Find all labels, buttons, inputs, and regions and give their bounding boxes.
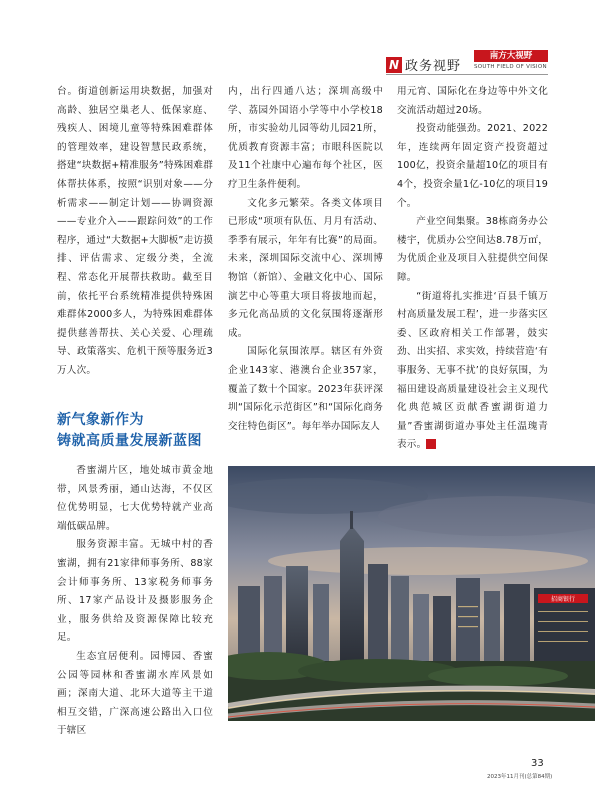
header-divider	[386, 74, 548, 75]
end-mark-icon: N	[426, 439, 436, 449]
magazine-subtitle: SOUTH FIELD OF VISION	[474, 64, 547, 70]
paragraph: 服务资源丰富。无城中村的香蜜湖，拥有21家律师事务所、88家会计师事务所、13家税务师事务所、17家产品设计及摄影服务企业，服务供给及资源保障比较充足。	[57, 539, 213, 644]
magazine-badge: 南方大视野	[474, 50, 548, 62]
building-sign: 招商银行	[550, 596, 576, 603]
page-number: 33	[531, 758, 544, 769]
city-skyline-photo	[228, 466, 595, 721]
paragraph: 产业空间集聚。38栋商务办公楼宇，优质办公空间达8.78万㎡，为优质企业及项目入驻提供空间保障。	[397, 216, 548, 283]
paragraph	[397, 288, 548, 455]
paragraph: 内，出行四通八达；深圳高级中学、荔园外国语小学等中小学校18所，市实验幼儿园等幼儿园21所，优质教育资源丰富；市眼科医院以及11个社康中心遍布每个社区，医疗卫生条件便利。	[228, 86, 383, 190]
column-2	[228, 83, 383, 436]
paragraph: 用元宵、国际化在身边等中外文化交流活动超过20场。	[397, 86, 548, 116]
section-heading	[57, 410, 202, 452]
column-3	[397, 83, 548, 455]
paragraph: 香蜜湖片区，地处城市黄金地带，风景秀丽，通山达海，不仅区位优势明显，七大优势特就产业高端低碳品牌。	[57, 465, 213, 532]
magazine-logo-icon: N	[386, 57, 402, 73]
column-1-bottom	[57, 462, 213, 741]
paragraph: 台。街道创新运用块数据，加强对高龄、独居空巢老人、低保家庭、残疾人、困境儿童等特殊困难群体的管理效率，建设智慧民政系统，搭建“块数据+精准服务”特殊困难群体帮扶体系，按照“识别对象——分析需求——制定计划——协调资源——专业介入——跟踪问效”的工作程序，通过“大数据+大脚板”走访摸排、评估需求、定级分类，全流程、常态化开展帮扶救助。截至目前，依托平台系统精准提供特殊困难群体2000多人，为特殊困难群体提供慈善帮扶、关心关爱、心理疏导、政策落实、危机干预等服务近3万人次。	[57, 86, 213, 376]
closing-quote-text: “街道将扎实推进‘百县千镇万村高质量发展工程’，进一步落实区委、区政府相关工作部署，鼓实劲、出实招、求实效，持续营造‘有事服务、无事不扰’的良好氛围，为福田建设高质量建设社会主义现代化典范城区贡献香蜜湖街道力量”香蜜湖街道办事处主任温瑰青表示。	[397, 290, 548, 451]
section-heading-line-1: 新气象新作为	[57, 412, 144, 428]
paragraph: 投资动能强劲。2021、2022年，连续两年固定资产投资超过100亿，投资余量超10亿的项目有4个，投资余量1亿-10亿的项目19个。	[397, 123, 548, 209]
column-1-top	[57, 83, 213, 381]
section-heading-line-2: 铸就高质量发展新蓝图	[57, 433, 202, 449]
issue-label: 2023年11月刊(总第84期)	[487, 774, 553, 780]
paragraph: 国际化氛围浓厚。辖区有外资企业143家、港澳台企业357家，覆盖了数十个国家。2023年获评深圳“国际化示范街区”和“国际化商务交往特色街区”。每年举办国际友人	[228, 346, 383, 432]
paragraph: 生态宜居便利。园博园、香蜜公园等园林和香蜜湖水库风景如画；深南大道、北环大道等主干道相互交错，广深高速公路出入口位于辖区	[57, 650, 213, 737]
section-title: 政务视野	[405, 59, 462, 74]
paragraph: 文化多元繁荣。各类文体项目已形成“项项有队伍、月月有活动、季季有展示，年年有比赛”的局面。未来，深圳国际交流中心、深圳博物馆（新馆）、金融文化中心、国际演艺中心等重大项目将拔地而起，多元化高品质的文化氛围将逐渐形成。	[228, 197, 383, 339]
